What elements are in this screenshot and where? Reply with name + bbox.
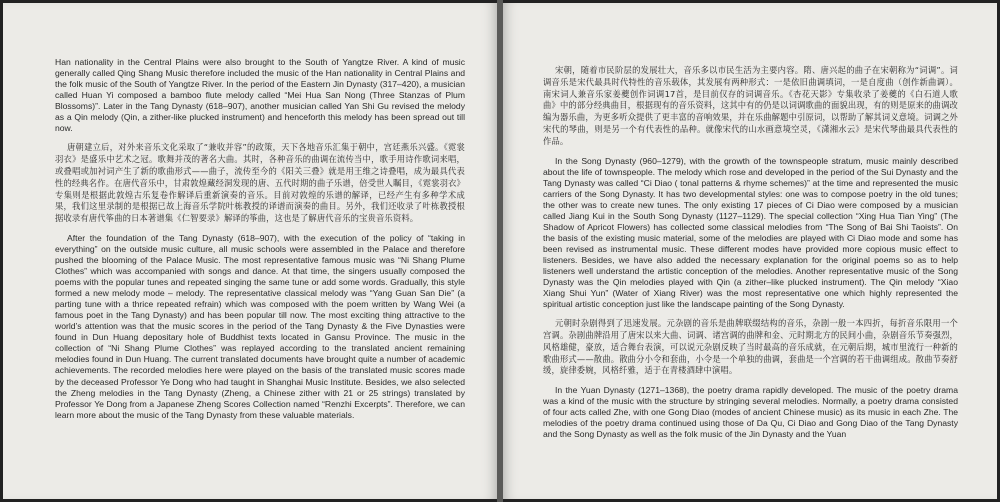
paragraph: In the Song Dynasty (960–1279), with the growth of the townspeople stratum, music mainly described about the life of townspeople. The melody which rose and developed in the period of the Sui Dynasty and the Tang Dynasty was called “Ci Diao ( tonal patterns & rhyme schemes)” at the time and represented the music carriers of the Song Dynasty. It has two developmental styles: one was to compose poetry in the old tunes; the other was to create new tunes. The only existing 17 pieces of Ci Diao were composed by a musician called Jiang Kui in the South Song Dynasty (1127–1129). The special collection “Xing Hua Tian Ying” (The Shadow of Apricot Flowers) has collected some classical melodies from “The Song of Bai Shi Taoists”. On the basis of the existing music material, some of the melodies are played with Ci Diao mode and some has been revised as instrumental music. These different modes have provided more copious music effect to listeners. Besides, we have also added the necessary explanation for the original poems so as to help listeners well understand the artistic conception of the melodies. Another representative music of the Song Dynasty was the Qin melodies played with Qin (a zither–like plucked instrument). The Qin melody “Xiao Xiang Shui Yun” (Water of Xiang River) was the most representative one which highly represented the spiritual artistic conception just like the landscape painting of the Song Dynasty. [543, 155, 958, 310]
paragraph: Han nationality in the Central Plains were also brought to the South of Yangtze River. A kind of music generally called Qing Shang Music therefore included the music of the Han nationality in Central Plains and the folk music of the South of Yangtze River. In the period of the Eastern Jin Dynasty (317–420), a musician called Huan Yi composed a bamboo flute melody called “Mei Hua San Nong (Three Stanzas of Plum Blossoms)”. Later in the Tang Dynasty (618–907), another musician called Yan Shi Gu revised the melody as a Qin melody (Qin, a zither-like plucked instrument) and henceforth this melody has been spread out till now. [55, 57, 465, 134]
left-page [3, 3, 497, 499]
right-page-text [543, 65, 958, 448]
paragraph: In the Yuan Dynasty (1271–1368), the poetry drama rapidly developed. The music of the poetry drama was a kind of the music with the structure by stringing several melodies. Normally, a poetry drama consisted of four acts called Zhe, with one Gong Diao (modes of ancient Chinese music) as its music in each Zhe. The melodies of the poetry drama continued using those of Da Qu, Ci Diao and Gong Diao of the Tang Dynasty and the Song Dynasty as well as the folk music of the Jin Dynasty and the Yuan [543, 385, 958, 440]
paragraph: 元朝时杂剧得到了迅速发展。元杂剧的音乐是曲牌联缀结构的音乐，杂剧一般一本四折，每折音乐限用一个宫调。杂剧曲牌沿用了唐宋以来大曲、词调、诸宫调的曲牌和金、元时期北方的民间小曲，杂剧音乐节奏强烈，风格雄健，豪放，适合舞台表演，可以说元杂剧反映了当时最高的音乐成就，在元朝后期，城市里流行一种新的歌曲形式——散曲。散曲分小令和套曲，小令是一个单独的曲调，套曲是一个宫调的若干曲调组成。散曲节奏舒缓，旋律委婉，风格纤雅，适于在青楼酒肆中演唱。 [543, 318, 958, 376]
left-page-text [55, 57, 465, 429]
paragraph: 唐朝建立后，对外来音乐文化采取了“兼收并容”的政策，天下各地音乐汇集于朝中，宫廷燕乐兴盛。《霓裳羽衣》是盛乐中艺术之冠。歌舞并茂的著名大曲。其时，各种音乐的曲调在流传当中，歌手用诗作歌词来唱，或叠唱或加衬词产生了新的歌曲形式——曲子，流传至今的《阳关三叠》就是用王维之诗叠唱，成为最具代表性的经典名作。在唐代音乐中，甘肃敦煌藏经洞发现的唐、五代时期的曲子乐谱，倍受世人瞩目，《霓裳羽衣》专集则是根据此敦煌古乐复卷作解译后重新演奏的音乐。目前对敦煌的乐谱的解译，已经产生有多种学术成果，我们这里录制的是根据已故上海音乐学院叶栋教授的译谱而演奏的曲目。另外，我们还收录了叶栋教授根据收录有唐代筝曲的日本著谱集《仁智要录》解译的筝曲，这也是了解唐代音乐的宝贵音乐资料。 [55, 142, 465, 224]
right-page [503, 3, 997, 499]
paragraph: After the foundation of the Tang Dynasty (618–907), with the execution of the policy of “taking in everything” on the outside music culture, all music schools were assembled in the Palace and therefore pushed the blooming of the Palace Music. The most representative famous music was “Ni Shang Plume Clothes” which was accompanied with songs and dance. At that time, the singers usually composed the poems with the popular tunes and repeated singing the same tune or add some words. Gradually, this style formed a new melody mode – melody. The representative classical melody was “Yang Guan San Die” (a parting tune with a thrice repeated refrain) which was composed with the poem written by Wang Wei (a famous poet in the Tang Dynasty) and has been popular till now. The most exciting thing attractive to the world’s attention was that the music scores in the period of the Tang Dynasty & the Five Dynasties were found in Dun Huang depositary hole of Buddhist texts located in Gansu Province. The music in the collection of “Ni Shang Plume Clothes” was replayed according to the translated ancient remaining melodies found in Dun Huang. The current translated documents have brought quite a number of academic achievements. The recorded melodies here were played on the basis of the translated music scores made by the deceased Professor Ye Dong who had taught in Shanghai Music Institute. Besides, we also selected the Zheng melodies in the Tang Dynasty (Zheng, a Chinese zither with 21 or 25 strings) translated by Professor Ye Dong from a Japanese Zheng Scores Collection named “Renzhi Excerpts”. Therefore, we can learn more about the music of the Tang Dynasty from these valuable materials. [55, 232, 465, 420]
paragraph: 宋朝，随着市民阶层的发展壮大，音乐多以市民生活为主要内容。隋、唐兴起的曲子在宋朝称为“词调”。词调音乐是宋代最具时代特性的音乐载体，其发展有两种形式：一是依旧曲调填词，一是自度曲（创作新曲调）。南宋词人兼音乐家姜夔创作词调17首，是目前仅存的词调音乐。《杏花天影》专集收录了姜夔的《白石道人歌曲》中的部分经典曲目，根据现有的音乐资料，这其中有的仍是以词调歌曲的面貌出现，有的则是原来的曲调改编为器乐曲，为更多听众提供了更丰富的音响效果，并在乐曲解题中引原词，以帮助了解其词义意境。词调之外宋代的琴曲，则是另一个有代表性的品种。就像宋代的山水画意境空灵，《潇湘水云》是宋代琴曲最具代表性的作品。 [543, 65, 958, 146]
